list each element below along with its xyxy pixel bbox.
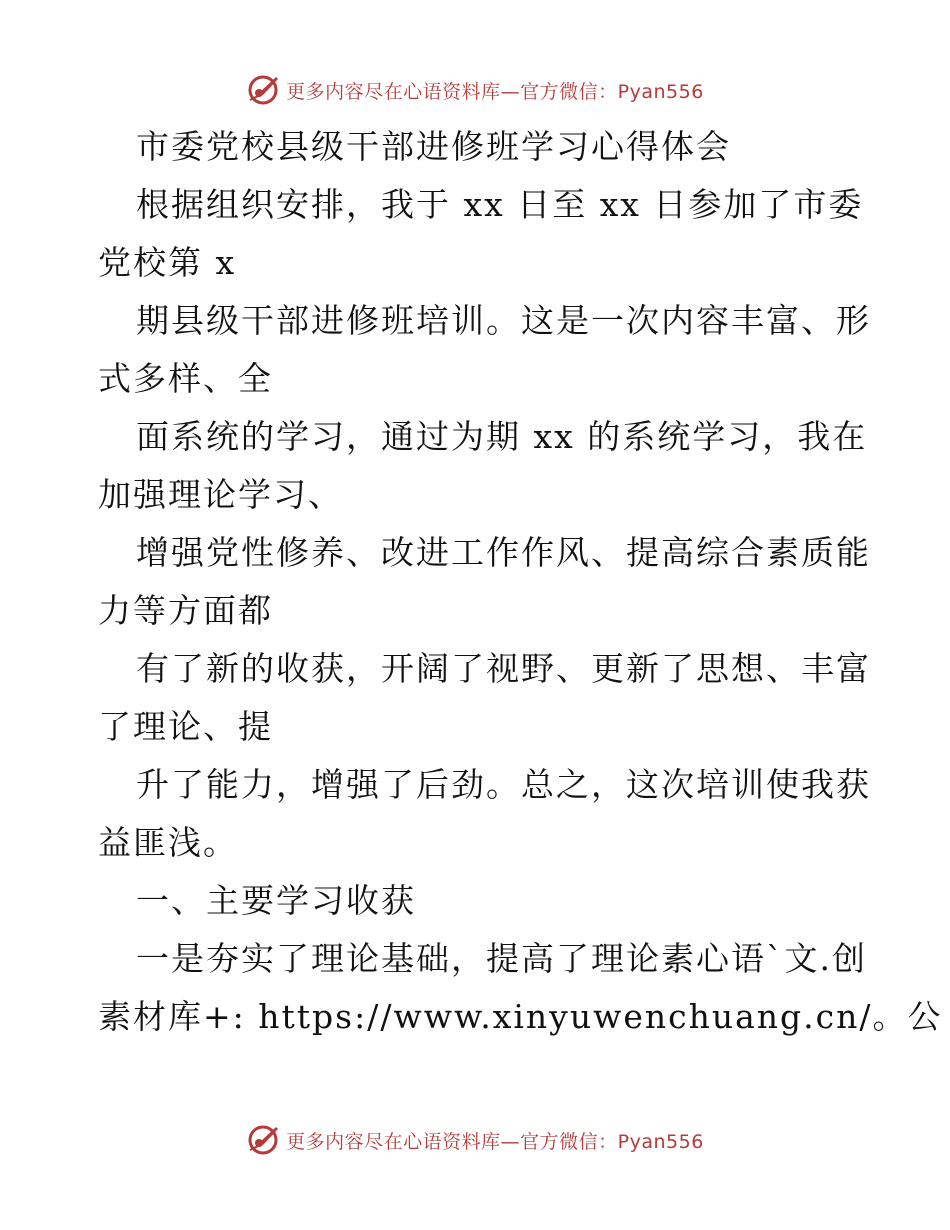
paragraph-line: 期县级干部进修班培训。这是一次内容丰富、形 <box>136 301 871 340</box>
paragraph-line: 增强党性修养、改进工作作风、提高综合素质能 <box>136 533 871 572</box>
section-heading: 一、主要学习收获 <box>136 881 416 920</box>
paragraph-line: 加强理论学习、 <box>98 475 343 514</box>
paragraph-line: 一是夯实了理论基础，提高了理论素心语`文.创 <box>136 939 867 978</box>
header-banner <box>0 70 950 110</box>
header-banner-text: 更多内容尽在心语资料库—官方微信：Pyan556 <box>286 80 704 103</box>
paragraph-line: 了理论、提 <box>98 707 273 746</box>
quill-pen-logo-icon <box>246 1123 280 1157</box>
paragraph-line: 有了新的收获，开阔了视野、更新了思想、丰富 <box>136 649 871 688</box>
paragraph-line: 面系统的学习，通过为期 xx 的系统学习，我在 <box>136 417 868 456</box>
paragraph-line: 党校第 x <box>98 243 237 282</box>
paragraph-line: 根据组织安排，我于 xx 日至 xx 日参加了市委 <box>136 185 864 224</box>
paragraph-line: 升了能力，增强了后劲。总之，这次培训使我获 <box>136 765 871 804</box>
footer-banner-text: 更多内容尽在心语资料库—官方微信：Pyan556 <box>286 1130 704 1153</box>
quill-pen-logo-icon <box>246 73 280 107</box>
footer-banner <box>0 1120 950 1160</box>
document-body <box>98 118 943 1046</box>
paragraph-line: 力等方面都 <box>98 591 273 630</box>
paragraph-line: 素材库+: https://www.xinyuwenchuang.cn/。公 <box>98 997 943 1036</box>
paragraph-line: 益匪浅。 <box>98 823 238 862</box>
document-title: 市委党校县级干部进修班学习心得体会 <box>136 127 731 166</box>
paragraph-line: 式多样、全 <box>98 359 273 398</box>
